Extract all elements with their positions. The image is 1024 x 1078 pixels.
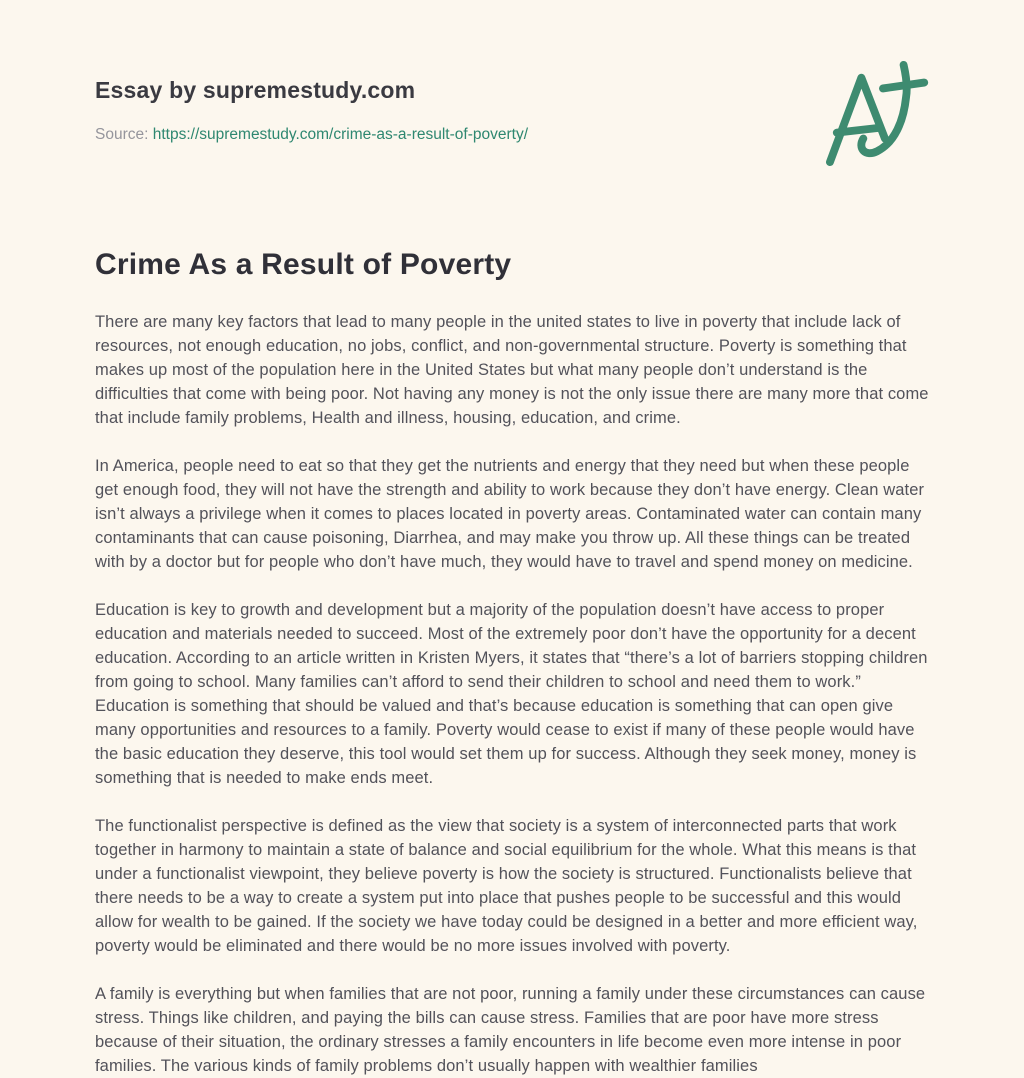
source-link[interactable]: https://supremestudy.com/crime-as-a-result-of-poverty/: [152, 126, 529, 143]
essay-paragraph: In America, people need to eat so that they get the nutrients and energy that they need but when these people get enough food, they will not have the strength and ability to work because they don’t have energy. Clean water isn’t always a privilege when it comes to places located in poverty areas. Contaminated water can contain many contaminants that can cause poisoning, Diarrhea, and may make you throw up. All these things can be treated with by a doctor but for people who don’t have much, they would have to travel and spend money on medicine.: [95, 457, 925, 571]
essay-paragraph: The functionalist perspective is defined as the view that society is a system of interconnected parts that work together in harmony to maintain a state of balance and social equilibrium for the whole. What this means is that under a functionalist viewpoint, they believe poverty is how the society is structured. Functionalists believe that there needs to be a way to create a system put into place that pushes people to be successful and this would allow for wealth to be gained. If the society we have today could be designed in a better and more efficient way, poverty would be eliminated and there would be no more issues involved with poverty.: [95, 817, 918, 955]
essay-paragraph: A family is everything but when families that are not poor, running a family under these circumstances can cause stress. Things like children, and paying the bills can cause stress. Families that are poor have more stress because of their situation, the ordinary stresses a family encounters in life become even more intense in poor families. The various kinds of family problems don’t usually happen with wealthier families: [95, 985, 926, 1075]
source-row: [95, 124, 929, 146]
essay-byline: Essay by supremestudy.com: [95, 77, 416, 103]
essay-body: [95, 310, 929, 1078]
essay-paragraph: There are many key factors that lead to many people in the united states to live in poverty that include lack of resources, not enough education, no jobs, conflict, and non-governmental structure. Poverty is something that makes up most of the population here in the United States but what many people don’t understand is the difficulties that come with being poor. Not having any money is not the only issue there are many more that come that include family problems, Health and illness, housing, education, and crime.: [95, 313, 929, 427]
essay-content: [95, 0, 929, 1078]
essay-paragraph: Education is key to growth and development but a majority of the population doesn’t have access to proper education and materials needed to succeed. Most of the extremely poor don’t have the opportunity for a decent education. According to an article written in Kristen Myers, it states that “there’s a lot of barriers stopping children from going to school. Many families can’t afford to send their children to school and need them to work.” Education is something that should be valued and that’s because education is something that can open give many opportunities and resources to a family. Poverty would cease to exist if many of these people would have the basic education they deserve, this tool would set them up for success. Although they seek money, money is something that is needed to make ends meet.: [95, 601, 928, 787]
essay-title: Crime As a Result of Poverty: [95, 248, 512, 281]
source-label: Source:: [95, 126, 149, 143]
